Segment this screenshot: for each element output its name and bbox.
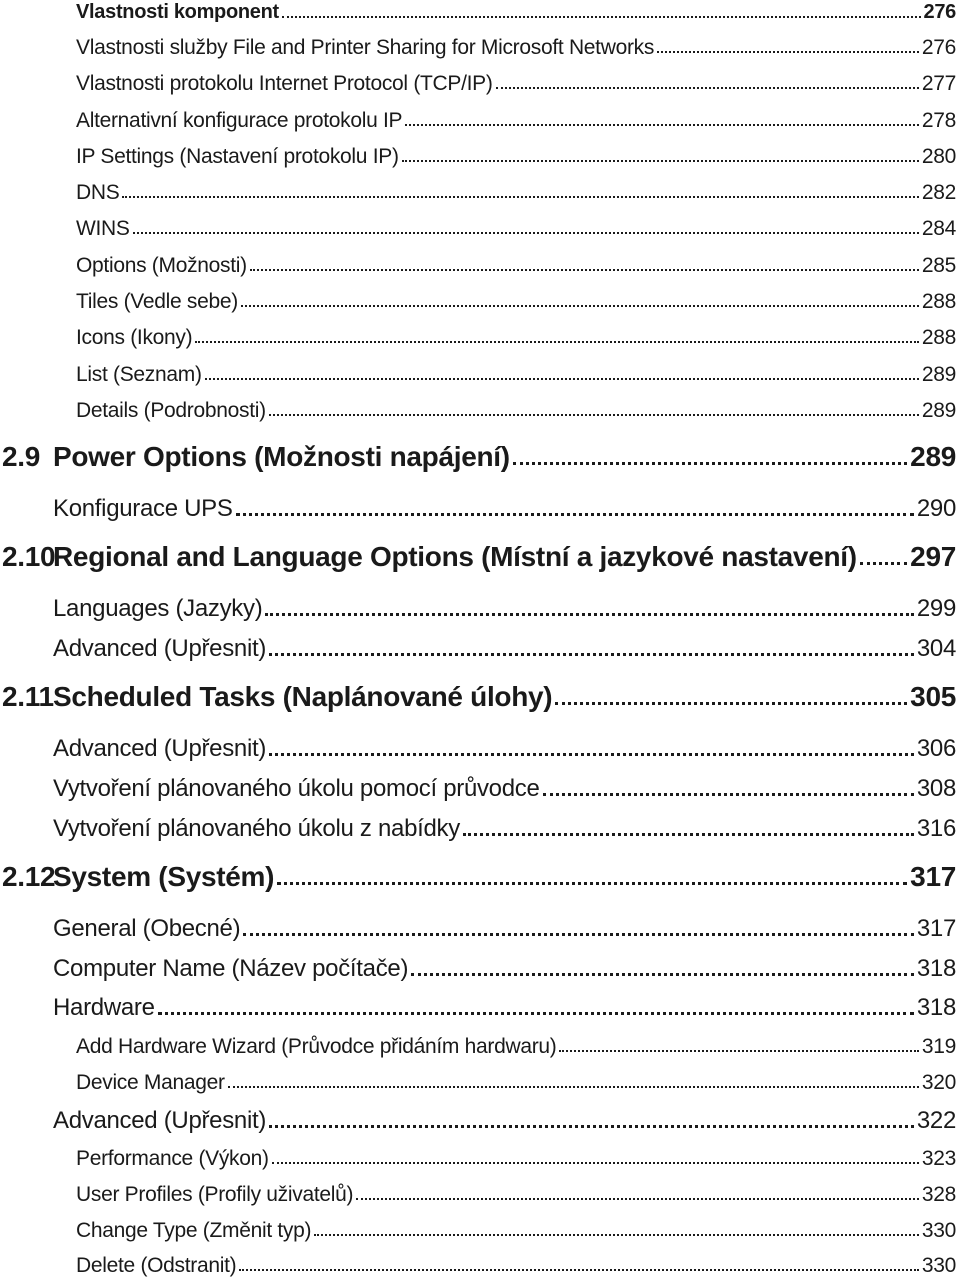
dot-leader (356, 1184, 919, 1205)
toc-chapter-scheduled-tasks[interactable] (2, 683, 956, 711)
toc-entry-page: 328 (921, 1183, 956, 1206)
toc-entry-advanced-2[interactable] (53, 737, 956, 761)
dot-leader (205, 364, 919, 385)
toc-entry-page: 304 (916, 635, 956, 662)
toc-entry-vytvoreni-nabidky[interactable] (53, 817, 956, 841)
dot-leader (543, 777, 914, 801)
toc-entry-computer-name[interactable] (53, 957, 956, 981)
toc-entry-title: System (Systém) (53, 861, 275, 892)
toc-entry-page: 282 (921, 181, 956, 204)
toc-entry-page: 289 (921, 363, 956, 386)
dot-leader (236, 497, 914, 521)
toc-entry-title: Scheduled Tasks (Naplánované úlohy) (53, 681, 553, 712)
toc-entry-tiles[interactable] (76, 291, 956, 312)
toc-entry-details[interactable] (76, 400, 956, 421)
toc-entry-page: 306 (916, 735, 956, 762)
toc-entry-page: 330 (921, 1219, 956, 1242)
toc-entry-hardware[interactable] (53, 996, 956, 1020)
toc-entry-vytvoreni-pruvodce[interactable] (53, 777, 956, 801)
dot-leader (269, 400, 919, 421)
dot-leader (657, 37, 919, 58)
toc-entry-title: User Profiles (Profily uživatelů) (76, 1183, 354, 1206)
toc-entry-title: General (Obecné) (53, 915, 241, 942)
toc-entry-change-type[interactable] (76, 1220, 956, 1241)
toc-entry-page: 277 (921, 72, 956, 95)
dot-leader (282, 2, 921, 22)
toc-entry-vlastnosti-protokolu[interactable] (76, 73, 956, 94)
toc-entry-page: 317 (916, 915, 956, 942)
dot-leader (241, 291, 919, 312)
toc-entry-page: 330 (921, 1254, 956, 1277)
toc-entry-page: 317 (910, 861, 956, 892)
toc-entry-title: Alternativní konfigurace protokolu IP (76, 109, 403, 132)
toc-entry-title: Icons (Ikony) (76, 326, 193, 349)
dot-leader (269, 737, 914, 761)
toc-entry-title: IP Settings (Nastavení protokolu IP) (76, 145, 399, 168)
toc-entry-page: 305 (910, 681, 956, 712)
toc-entry-title: Options (Možnosti) (76, 254, 247, 277)
toc-entry-performance[interactable] (76, 1148, 956, 1169)
toc-chapter-power-options[interactable] (2, 443, 956, 471)
toc-entry-page: 319 (921, 1035, 956, 1058)
toc-entry-ip-settings[interactable] (76, 146, 956, 167)
toc-entry-title: Performance (Výkon) (76, 1147, 269, 1170)
toc-entry-page: 284 (921, 217, 956, 240)
toc-entry-page: 316 (916, 815, 956, 842)
toc-entry-title: Power Options (Možnosti napájení) (53, 441, 510, 472)
toc-entry-title: Vlastnosti služby File and Printer Sharing for Microsoft Networks (76, 36, 655, 59)
toc-chapter-number: 2.10 (2, 541, 56, 572)
dot-leader (411, 957, 914, 981)
dot-leader (463, 817, 914, 841)
toc-entry-dns[interactable] (76, 182, 956, 203)
dot-leader (243, 917, 914, 941)
toc-entry-advanced-1[interactable] (53, 637, 956, 661)
toc-entry-page: 297 (910, 541, 956, 572)
toc-entry-page: 322 (916, 1107, 956, 1134)
dot-leader (405, 110, 919, 131)
toc-entry-title: Advanced (Upřesnit) (53, 735, 267, 762)
toc-entry-title: Languages (Jazyky) (53, 595, 263, 622)
toc-entry-title: List (Seznam) (76, 363, 202, 386)
toc-chapter-system[interactable] (2, 863, 956, 891)
dot-leader (860, 543, 907, 571)
toc-entry-title: WINS (76, 217, 130, 240)
dot-leader (496, 73, 919, 94)
toc-entry-title: Computer Name (Název počítače) (53, 955, 409, 982)
toc-entry-add-hardware-wizard[interactable] (76, 1036, 956, 1057)
toc-entry-title: Vytvoření plánovaného úkolu pomocí průvodce (53, 775, 540, 802)
toc-entry-page: 299 (916, 595, 956, 622)
toc-entry-page: 290 (916, 495, 956, 522)
toc-entry-page: 285 (921, 254, 956, 277)
toc-entry-general[interactable] (53, 917, 956, 941)
toc-entry-title: DNS (76, 181, 120, 204)
dot-leader (314, 1220, 919, 1241)
toc-entry-page: 289 (910, 441, 956, 472)
toc-entry-title: Tiles (Vedle sebe) (76, 290, 238, 313)
dot-leader (269, 637, 914, 661)
toc-entry-options[interactable] (76, 255, 956, 276)
dot-leader (265, 597, 913, 621)
toc-entry-list[interactable] (76, 364, 956, 385)
toc-entry-title: Device Manager (76, 1071, 225, 1094)
dot-leader (239, 1255, 919, 1276)
toc-entry-page: 288 (921, 290, 956, 313)
toc-entry-page: 276 (921, 36, 956, 59)
toc-entry-title: Add Hardware Wizard (Průvodce přidáním hardwaru) (76, 1035, 557, 1058)
toc-entry-page: 323 (921, 1147, 956, 1170)
toc-entry-title: Details (Podrobnosti) (76, 399, 266, 422)
dot-leader (228, 1072, 919, 1093)
toc-entry-page: 280 (921, 145, 956, 168)
toc-entry-vlastnosti-sluzby[interactable] (76, 37, 956, 58)
toc-chapter-regional[interactable] (2, 543, 956, 571)
toc-entry-vlastnosti-komponent[interactable] (76, 2, 956, 22)
toc-entry-page: 278 (921, 109, 956, 132)
dot-leader (559, 1036, 918, 1057)
toc-entry-title: Konfigurace UPS (53, 495, 233, 522)
toc-entry-title: Delete (Odstranit) (76, 1254, 237, 1277)
toc-entry-title: Change Type (Změnit typ) (76, 1219, 312, 1242)
toc-entry-page: 276 (923, 1, 956, 23)
dot-leader (555, 683, 907, 711)
toc-entry-device-manager[interactable] (76, 1072, 956, 1093)
toc-entry-page: 288 (921, 326, 956, 349)
toc-entry-title: Regional and Language Options (Místní a jazykové nastavení) (53, 541, 857, 572)
dot-leader (513, 443, 907, 471)
dot-leader (272, 1148, 919, 1169)
toc-entry-languages[interactable] (53, 597, 956, 621)
toc-entry-page: 308 (916, 775, 956, 802)
toc-entry-icons[interactable] (76, 327, 956, 348)
toc-entry-advanced-3[interactable] (53, 1109, 956, 1133)
toc-chapter-number: 2.12 (2, 861, 56, 892)
toc-entry-title: Advanced (Upřesnit) (53, 1107, 267, 1134)
toc-entry-title: Advanced (Upřesnit) (53, 635, 267, 662)
dot-leader (250, 255, 919, 276)
toc-entry-user-profiles[interactable] (76, 1184, 956, 1205)
toc-entry-konfigurace-ups[interactable] (53, 497, 956, 521)
toc-entry-title: Hardware (53, 994, 155, 1021)
toc-entry-page: 320 (921, 1071, 956, 1094)
toc-entry-title: Vlastnosti komponent (76, 1, 279, 23)
dot-leader (269, 1109, 914, 1133)
toc-chapter-number: 2.9 (2, 441, 41, 472)
toc-entry-wins[interactable] (76, 218, 956, 239)
dot-leader (277, 863, 907, 891)
toc-entry-page: 318 (916, 955, 956, 982)
toc-entry-alternativni-konfigurace[interactable] (76, 110, 956, 131)
dot-leader (122, 182, 918, 203)
dot-leader (158, 996, 914, 1020)
toc-entry-delete[interactable] (76, 1255, 956, 1276)
dot-leader (402, 146, 919, 167)
toc-entry-page: 289 (921, 399, 956, 422)
toc-entry-page: 318 (916, 994, 956, 1021)
dot-leader (195, 327, 919, 348)
toc-entry-title: Vlastnosti protokolu Internet Protocol (TCP/IP) (76, 72, 493, 95)
toc-chapter-number: 2.11 (2, 681, 54, 712)
toc-entry-title: Vytvoření plánovaného úkolu z nabídky (53, 815, 460, 842)
dot-leader (133, 218, 919, 239)
